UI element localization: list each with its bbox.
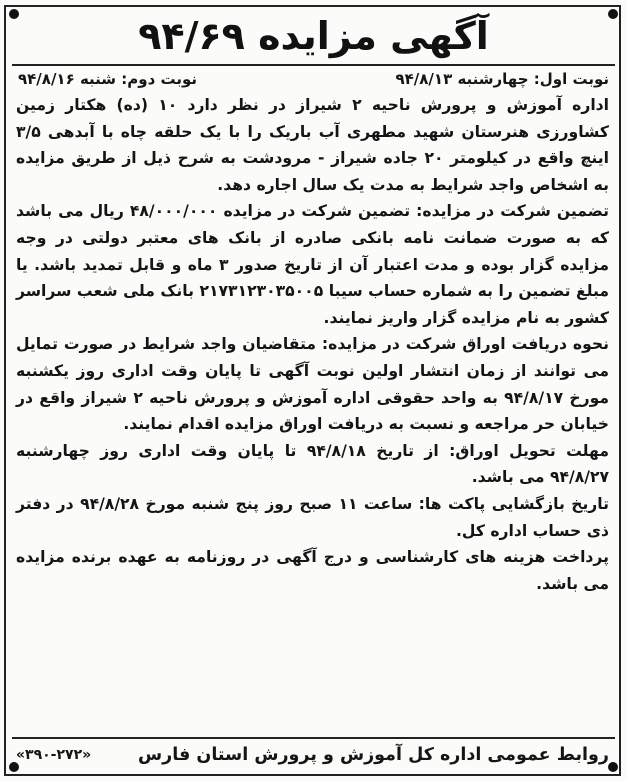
corner-ornament xyxy=(608,9,618,19)
guarantee-paragraph: تضمین شرکت در مزایده: تضمین شرکت در مزایده ۴۸/۰۰۰/۰۰۰ ریال می باشد که به صورت ضمانت نامه بانکی صادره از بانک های معتبر دولتی در وجه مزایده گزار بوده و مدت اعتبار آن از تاریخ صدور ۳ ماه و قابل تمدید باشد. یا مبلغ تضمین را به شماره حساب سیبا ۲۱۷۳۱۲۳۰۳۵۰۰۵ بانک ملی شعب سراسر کشور به نام مزایده گزار واریز نمایند. xyxy=(16,202,609,327)
corner-ornament xyxy=(608,762,618,772)
deadline-paragraph: مهلت تحویل اوراق: از تاریخ ۹۴/۸/۱۸ تا پایان وقت اداری روز چهارشنبه ۹۴/۸/۲۷ می باشد. xyxy=(16,441,609,487)
notice-footer xyxy=(16,740,609,770)
second-turn-date: نوبت دوم: شنبه ۹۴/۸/۱۶ xyxy=(18,70,198,88)
footer-divider xyxy=(12,737,615,739)
opening-paragraph: تاریخ بازگشایی پاکت ها: ساعت ۱۱ صبح روز پنج شنبه مورخ ۹۴/۸/۲۸ در دفتر ذی حساب اداره کل. xyxy=(16,494,609,540)
costs-paragraph: پرداخت هزینه های کارشناسی و درج آگهی در روزنامه به عهده برنده مزایده می باشد. xyxy=(16,548,609,593)
corner-ornament xyxy=(9,9,19,19)
footer-organization: روابط عمومی اداره کل آموزش و پرورش استان فارس xyxy=(138,745,609,765)
first-turn-date: نوبت اول: چهارشنبه ۹۴/۸/۱۳ xyxy=(395,70,609,88)
intro-paragraph: اداره آموزش و پرورش ناحیه ۲ شیراز در نظر دارد ۱۰ (ده) هکتار زمین کشاورزی هنرستان شهید مطهری آب باریک را با یک حلقه چاه با آبدهی ۳/۵ اینچ واقع در کیلومتر ۲۰ جاده شیراز - مرودشت به شرح ذیل از طریق مزایده به اشخاص واجد شرایط به مدت یک سال اجاره دهد. xyxy=(16,96,610,194)
notice-title: آگهی مزایده ۹۴/۶۹ xyxy=(138,14,489,58)
notice-body xyxy=(16,92,609,597)
documents-paragraph: نحوه دریافت اوراق شرکت در مزایده: متقاضیان واجد شرایط در صورت تمایل می توانند از زمان انتشار اولین نوبت آگهی تا پایان وقت اداری روز یکشنبه مورخ ۹۴/۸/۱۷ به واحد حقوقی اداره آموزش و پرورش ناحیه ۲ شیراز واقع در خیابان حر مراجعه و نسبت به دریافت اوراق مزایده اقدام نمایند. xyxy=(16,335,610,434)
publication-turns xyxy=(18,66,609,92)
footer-code: «۳۹۰-۲۷۲» xyxy=(16,747,92,763)
